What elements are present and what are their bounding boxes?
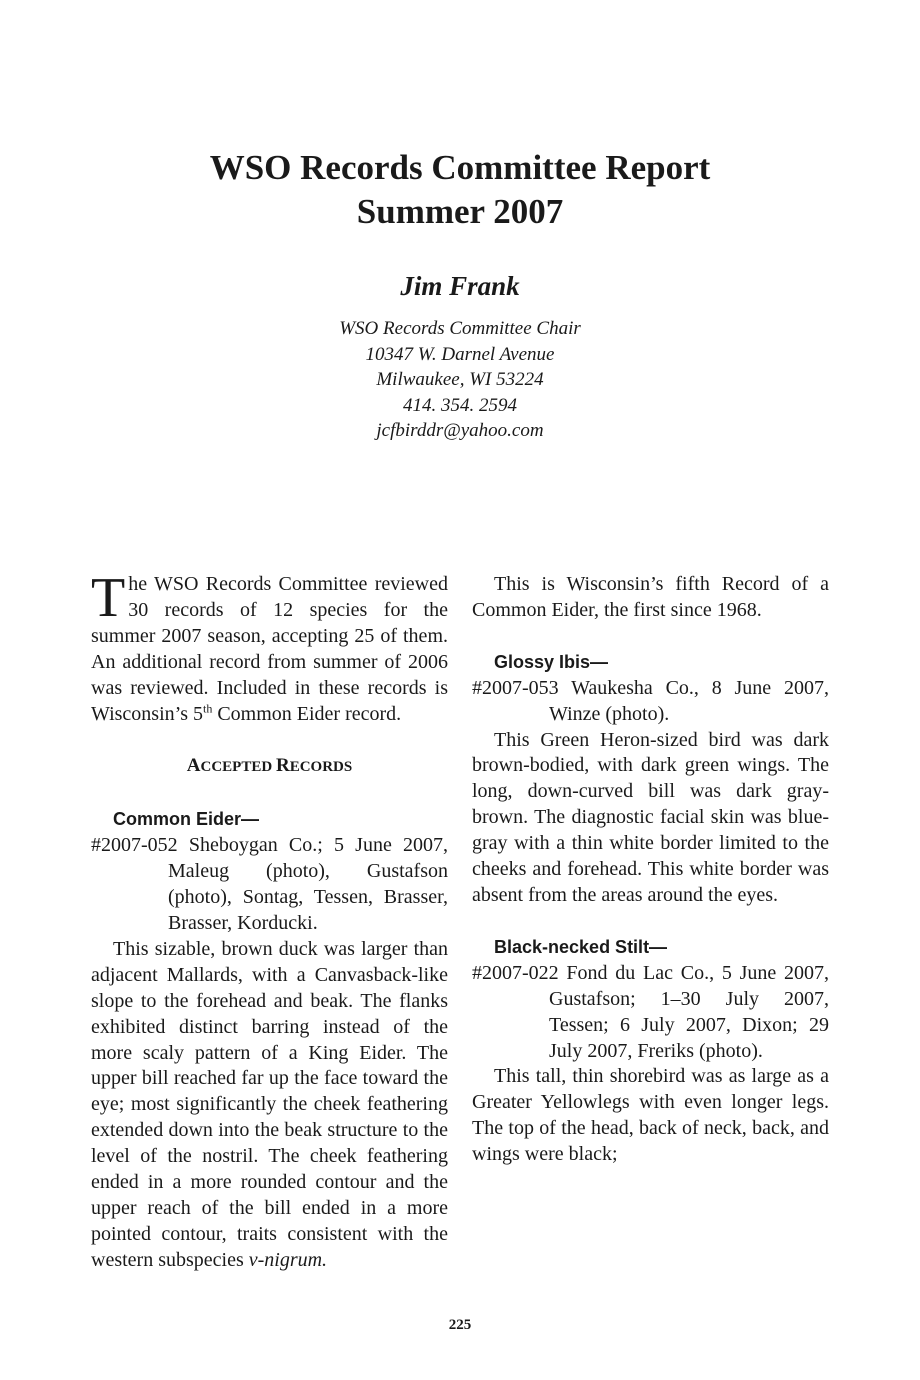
article-title (0, 146, 920, 234)
section-heading-accepted-records (91, 753, 448, 781)
author-name: Jim Frank (400, 271, 520, 301)
species-heading-black-necked-stilt: Black-necked Stilt— (494, 936, 668, 957)
common-eider-description-text: This sizable, brown duck was larger than adjacent Mallards, with a Canvasback-like slope to the forehead and beak. The flanks exhibited distinct barring instead of the more scaly pattern of a King Eider. The upper bill reached far up the face toward the eye; most significantly the cheek feathering extended down into the beak structure to the level of the nostril. The cheek feathering ended in a more rounded contour and the upper reach of the bill ended in a more pointed contour, traits consistent with the western subspecies (91, 937, 448, 1271)
affiliation-email: jcfbirddr@yahoo.com (376, 420, 544, 441)
record-black-necked-stilt: #2007-022 Fond du Lac Co., 5 June 2007, Gustafson; 1–30 July 2007, Tessen; 6 July 2007, Dixon; 29 July 2007, Freriks (photo). (472, 961, 829, 1062)
black-necked-stilt-description: This tall, thin shorebird was as large as a Greater Yellowlegs with even longer legs. The top of the head, back of neck, back, and wings were black; (472, 1065, 829, 1166)
page-number: 225 (448, 1317, 472, 1333)
glossy-ibis-description: This Green Heron-sized bird was dark brown-bodied, with dark green wings. The long, down-curved bill was dark gray-brown. The diagnostic facial skin was blue-gray with a thin white border limited to the cheeks and forehead. This white border was absent from the areas around the eyes. (472, 728, 829, 906)
affiliation-role: WSO Records Committee Chair (339, 318, 581, 339)
intro-text: he WSO Records Committee reviewed 30 records of 12 species for the summer 2007 season, accepting 25 of them. An additional record from summer of 2006 was reviewed. Included in these records is Wisconsin’s 5 (91, 573, 448, 725)
title-line-2: Summer 2007 (356, 192, 564, 231)
drop-cap: T (91, 567, 126, 629)
intro-text-end: Common Eider record. (212, 702, 402, 725)
left-column (91, 567, 448, 1274)
common-eider-conclusion: This is Wisconsin’s fifth Record of a Common Eider, the first since 1968. (472, 573, 829, 621)
section-heading-part-2: ECORDS (289, 759, 353, 776)
affiliation-street: 10347 W. Darnel Avenue (365, 343, 555, 365)
right-column (472, 572, 829, 1168)
subspecies-name: v-nigrum. (248, 1248, 328, 1271)
species-heading-common-eider: Common Eider— (113, 809, 260, 830)
record-common-eider: #2007-052 Sheboygan Co.; 5 June 2007, Maleug (photo), Gustafson (photo), Sontag, Tessen, Brasser, Brasser, Korducki. (91, 834, 448, 934)
affiliation-city: Milwaukee, WI 53224 (376, 369, 544, 390)
author-affiliation (0, 316, 920, 444)
section-heading-part-1: CCEPTED (200, 759, 276, 776)
affiliation-phone: 414. 354. 2594 (403, 394, 517, 416)
section-heading-letter-a: A (186, 755, 201, 777)
intro-paragraph (91, 567, 448, 727)
record-glossy-ibis: #2007-053 Waukesha Co., 8 June 2007, Winze (photo). (472, 676, 829, 725)
common-eider-description (91, 937, 448, 1274)
species-heading-glossy-ibis: Glossy Ibis— (494, 651, 609, 672)
section-heading-letter-r: R (275, 755, 290, 777)
intro-superscript: th (202, 700, 213, 715)
title-line-1: WSO Records Committee Report (209, 148, 711, 187)
